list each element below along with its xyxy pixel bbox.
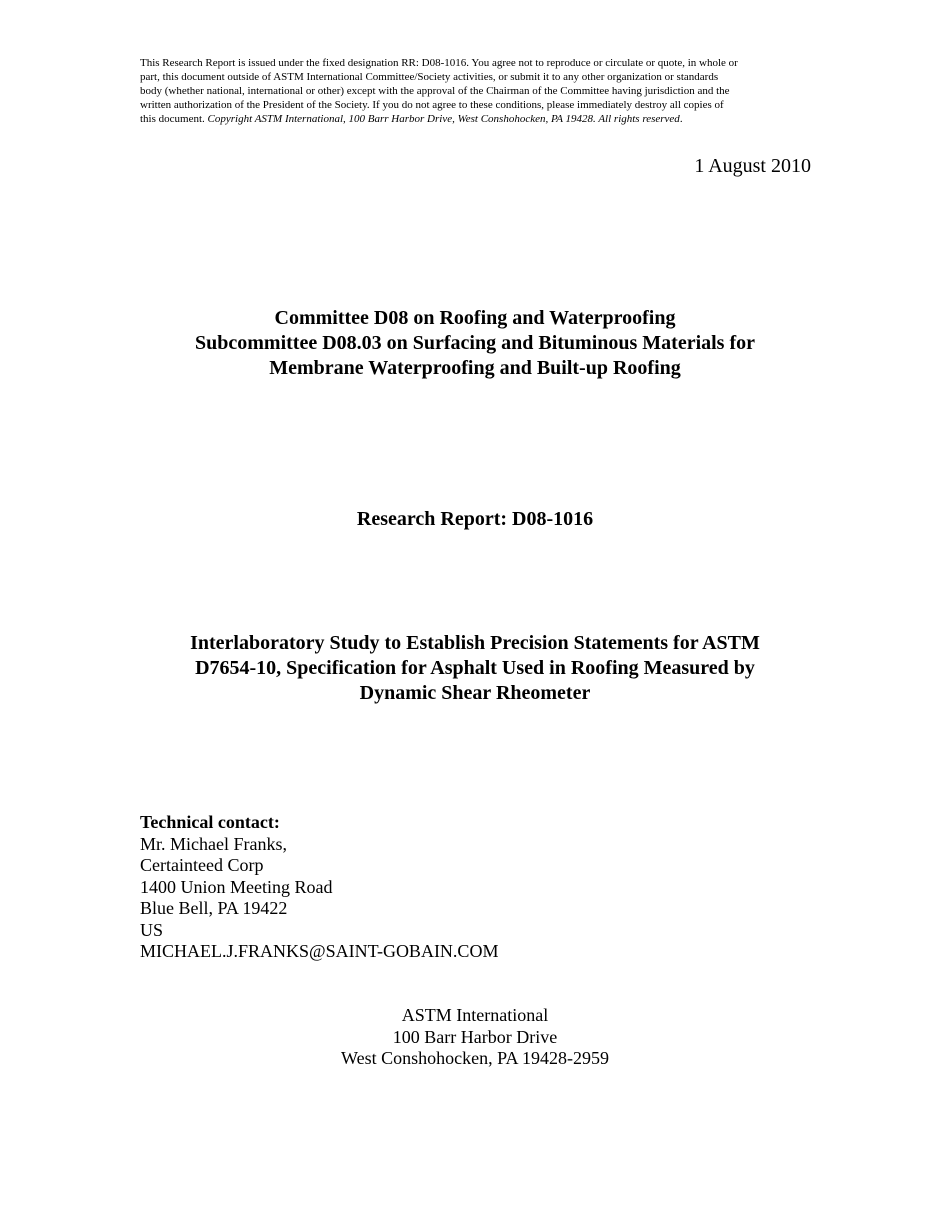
committee-line: Committee D08 on Roofing and Waterproofing: [274, 307, 676, 329]
contact-street: 1400 Union Meeting Road: [140, 876, 333, 897]
technical-contact: [140, 812, 498, 963]
study-title: [0, 631, 950, 706]
contact-company: Certainteed Corp: [140, 855, 264, 875]
committee-heading: [0, 306, 950, 381]
copyright-text: Copyright ASTM International, 100 Barr Harbor Drive, West Conshohocken, PA 19428. All rights reserved: [207, 113, 680, 125]
notice-last-line: [140, 112, 812, 126]
report-date: 1 August 2010: [694, 155, 811, 177]
notice-line: part, this document outside of ASTM International Committee/Society activities, or submit it to any other organization or standards: [140, 71, 719, 83]
contact-country: US: [140, 919, 164, 940]
study-title-line: D7654-10, Specification for Asphalt Used in Roofing Measured by: [195, 657, 755, 679]
subcommittee-line: Membrane Waterproofing and Built-up Roofing: [269, 357, 681, 379]
contact-city: Blue Bell, PA 19422: [140, 898, 288, 918]
publisher-name: ASTM International: [401, 1005, 549, 1025]
notice-line: written authorization of the President of the Society. If you do not agree to these conditions, please immediately destroy all copies of: [140, 99, 724, 111]
contact-email: MICHAEL.J.FRANKS@SAINT-GOBAIN.COM: [140, 941, 499, 961]
copyright-notice: [140, 56, 812, 126]
notice-line: body (whether national, international or other) except with the approval of the Chairman of the Committee having jurisdiction and the: [140, 85, 730, 97]
study-title-line: Interlaboratory Study to Establish Precision Statements for ASTM: [190, 632, 760, 654]
publisher-address: [0, 1005, 950, 1070]
report-title: Research Report: D08-1016: [356, 508, 594, 530]
contact-label: Technical contact:: [140, 812, 280, 832]
notice-line: This Research Report is issued under the fixed designation RR: D08-1016. You agree not to reproduce or circulate or quote, in whole or: [140, 57, 738, 69]
study-title-line: Dynamic Shear Rheometer: [359, 682, 591, 704]
notice-last-line-prefix: this document.: [140, 113, 208, 125]
publisher-street: 100 Barr Harbor Drive: [392, 1026, 558, 1047]
notice-last-line-suffix: .: [679, 113, 683, 125]
subcommittee-line: Subcommittee D08.03 on Surfacing and Bituminous Materials for: [195, 332, 755, 354]
publisher-city: West Conshohocken, PA 19428-2959: [341, 1048, 609, 1068]
contact-name: Mr. Michael Franks,: [140, 833, 287, 854]
